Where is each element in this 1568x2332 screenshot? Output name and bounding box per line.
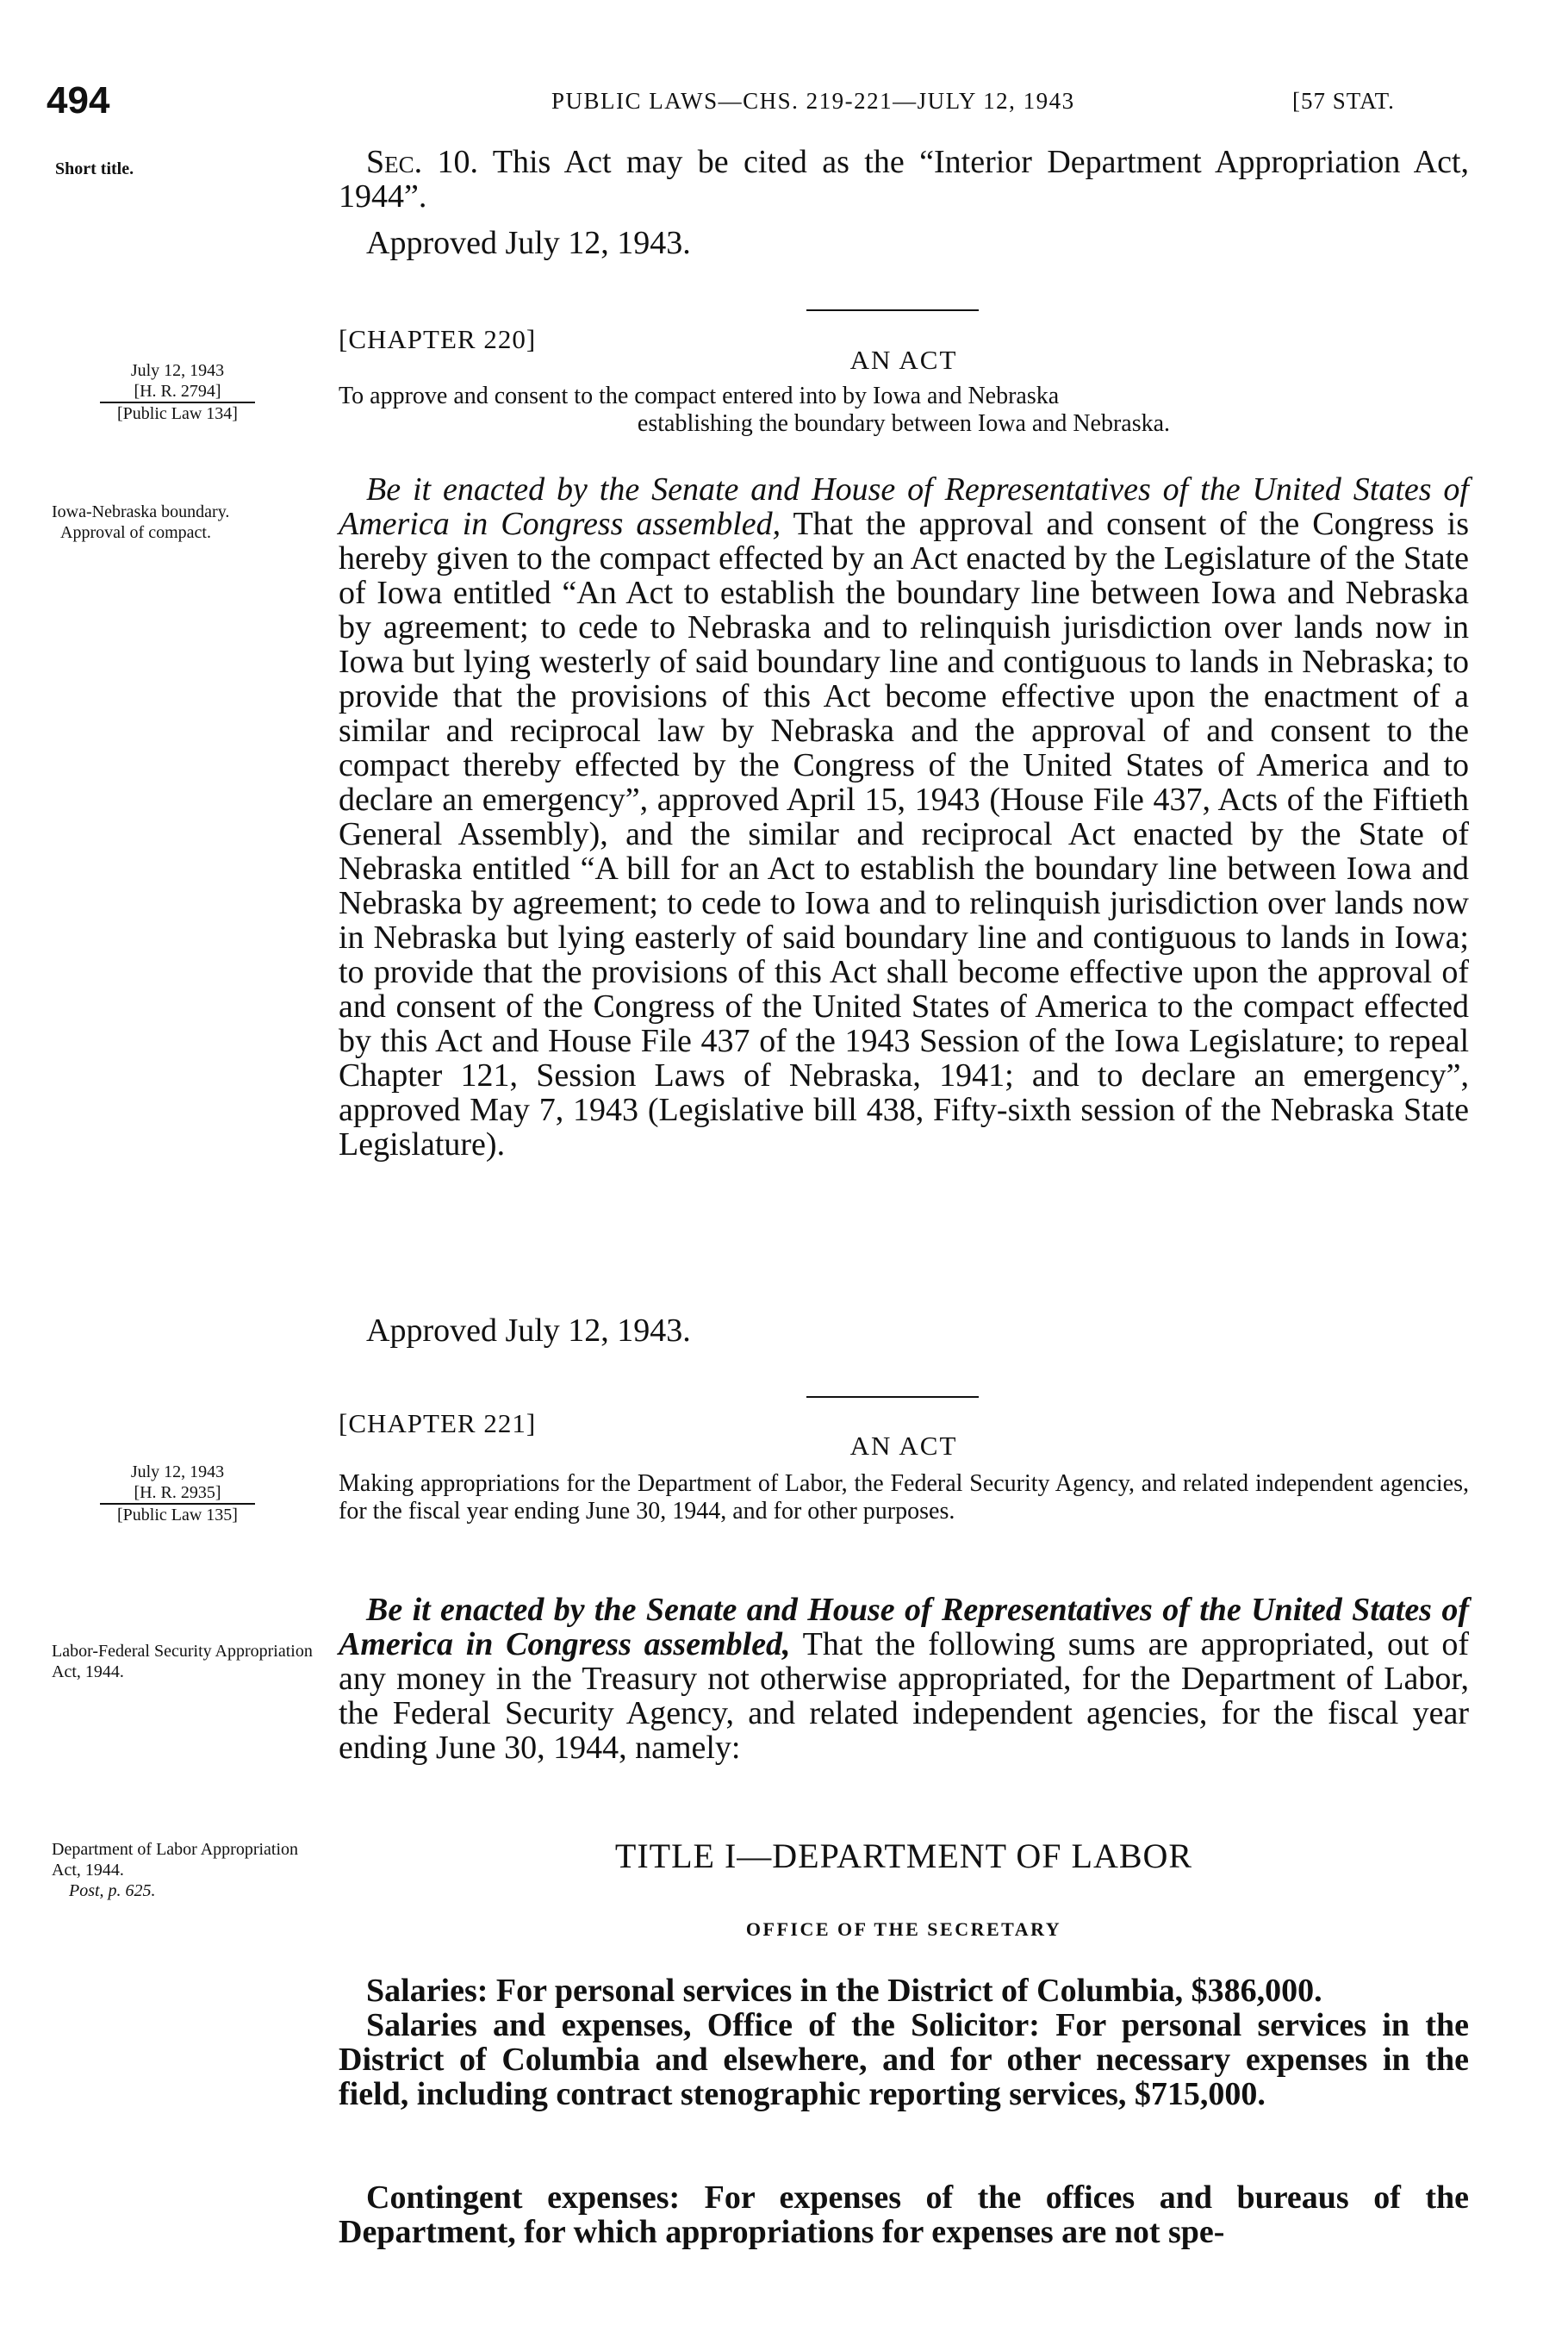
chapter-221-body-text: That the following sums are appropriated, out of any money in the Treasury not otherwise appropriated, for the Department of Labor, the Federal Security Agency, and related independent agencies, for the fiscal year ending June 30, 1944, namely:	[339, 1626, 1469, 1766]
chapter-220-act-title: AN ACT	[849, 345, 958, 375]
margin-date: July 12, 1943	[130, 1462, 225, 1481]
margin-note-short-title: Short title.	[55, 159, 134, 178]
chapter-220-summary-line-1: To approve and consent to the compact entered into by Iowa and Nebraska	[339, 383, 1060, 409]
chapter-220-summary	[339, 383, 1469, 438]
section-10-body: This Act may be cited as the “Interior Department Appropriation Act, 1944”.	[339, 144, 1469, 215]
chapter-221-margin-citation	[48, 1462, 307, 1525]
page-header	[47, 79, 1468, 122]
salaries-paragraph: Salaries: For personal services in the District of Columbia, $386,000.	[366, 1973, 1322, 2009]
chapter-220-body-text: That the approval and consent of the Congress is hereby given to the compact effected by an Act enacted by the Legislature of the State of Iowa entitled “An Act to establish the boundary line between Iowa and Nebraska by agreement; to cede to Nebraska and to relinquish jurisdiction over lands now in Iowa but lying westerly of said boundary line and contiguous to lands in Nebraska; to provide that the provisions of this Act become effective upon the enactment of a similar and reciprocal law by Nebraska and the approval of and consent to the compact thereby effected by the Congress of the United States of America and to declare an emergency”, approved April 15, 1943 (House File 437, Acts of the Fiftieth General Assembly), and the similar and reciprocal Act enacted by the State of Nebraska entitled “A bill for an Act to establish the boundary line between Iowa and Nebraska by agreement; to cede to Iowa and to relinquish jurisdiction over lands now in Nebraska but lying easterly of said boundary line and contiguous to lands in Iowa; to provide that the provisions of this Act shall become effective upon the approval of and consent of the Congress of the United States of America to the compact effected by this Act and House File 437 of the 1943 Session of the Iowa Legislature; to repeal Chapter 121, Session Laws of Nebraska, 1941; and to declare an emergency”, approved May 7, 1943 (Legislative bill 438, Fifty-sixth session of the Nebraska State Legislature).	[339, 506, 1469, 1163]
chapter-separator-rule	[806, 1396, 979, 1398]
chapter-220-margin-citation	[48, 360, 307, 424]
margin-public-law: [Public Law 135]	[117, 1506, 238, 1525]
margin-date: July 12, 1943	[130, 361, 225, 380]
office-heading: OFFICE OF THE SECRETARY	[745, 1918, 1062, 1940]
margin-topic-boundary: Iowa-Nebraska boundary.	[52, 502, 230, 521]
margin-topic-approval: Approval of compact.	[60, 523, 211, 542]
section-label: Sec. 10.	[366, 144, 479, 180]
chapter-221-body	[339, 1593, 1469, 1765]
title-1-margin-notes	[52, 1839, 314, 1901]
chapter-221-margin-topic: Labor-Federal Security Appropriation Act, 1944.	[52, 1642, 313, 1681]
chapter-221-act-title: AN ACT	[849, 1431, 958, 1461]
chapter-220-approved: Approved July 12, 1943.	[366, 1313, 691, 1349]
page-number: 494	[47, 79, 110, 122]
chapter-220-body	[339, 472, 1469, 1162]
running-head: PUBLIC LAWS—CHS. 219-221—JULY 12, 1943	[551, 88, 1075, 114]
margin-topic-labor-act: Department of Labor Appropriation Act, 1944.	[52, 1840, 299, 1880]
section-10-approved: Approved July 12, 1943.	[366, 225, 691, 261]
chapter-220-heading: [CHAPTER 220]	[339, 324, 537, 354]
enacting-clause: Be it enacted by the Senate and House of Representatives of the United States of America in Congress assembled,	[339, 1592, 1469, 1662]
chapter-220-margin-topics	[52, 502, 310, 543]
margin-bill-number: [H. R. 2794]	[100, 381, 255, 403]
title-i-heading: TITLE I—DEPARTMENT OF LABOR	[614, 1836, 1193, 1875]
margin-bill-number: [H. R. 2935]	[100, 1482, 255, 1505]
solicitor-paragraph: Salaries and expenses, Office of the Solicitor: For personal services in the District of Columbia and elsewhere, and for other necessary expenses in the field, including contract stenographic reporting services, $715,000.	[339, 2007, 1469, 2112]
volume-reference: [57 STAT.	[1292, 88, 1395, 114]
chapter-221-summary: Making appropriations for the Department of Labor, the Federal Security Agency, and related independent agencies, for the fiscal year ending June 30, 1944, and for other purposes.	[339, 1470, 1469, 1525]
enacting-clause: Be it enacted by the Senate and House of Representatives of the United States of America in Congress assembled,	[339, 471, 1469, 542]
margin-public-law: [Public Law 134]	[117, 404, 238, 423]
chapter-separator-rule	[806, 309, 979, 311]
section-10-text	[339, 145, 1469, 214]
chapter-220-summary-line-2: establishing the boundary between Iowa and Nebraska.	[637, 410, 1171, 437]
margin-cross-reference: Post, p. 625.	[69, 1881, 156, 1900]
chapter-221-heading: [CHAPTER 221]	[339, 1408, 537, 1438]
contingent-expenses-paragraph: Contingent expenses: For expenses of the offices and bureaus of the Department, for which appropriations for expenses are not spe-	[339, 2179, 1469, 2250]
